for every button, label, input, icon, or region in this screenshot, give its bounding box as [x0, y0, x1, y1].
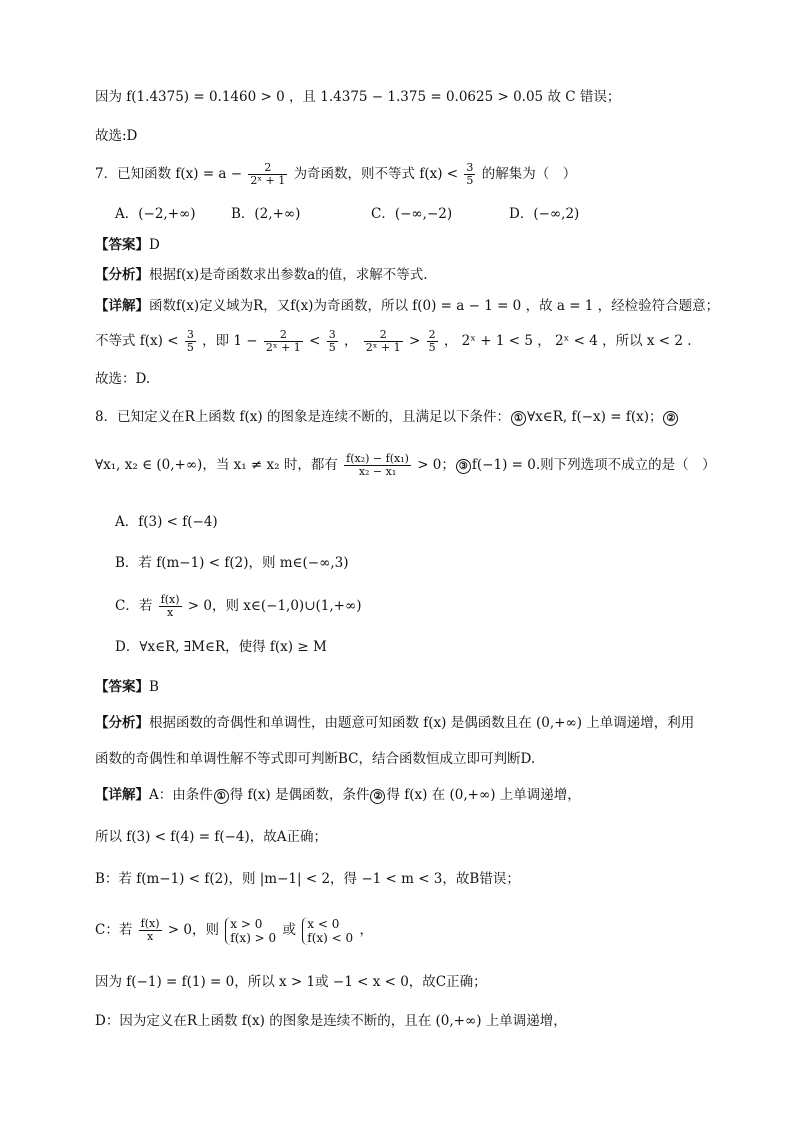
- circled-number: ②: [663, 411, 678, 426]
- prev-solution-line: [95, 88, 734, 106]
- text: > 0；: [417, 457, 455, 473]
- text: ，且: [288, 89, 316, 105]
- q8-detail-b: B：若 f(m−1) < f(2)，则 |m−1| < 2，得 −1 < m < 3，故B错误；: [95, 871, 520, 887]
- option-d: D．(−∞,2): [509, 206, 580, 222]
- fraction: [185, 329, 196, 354]
- math-expr: f(x) <: [419, 166, 459, 182]
- fraction: [264, 329, 303, 354]
- circled-number: ①: [511, 411, 526, 426]
- fraction: [364, 329, 403, 354]
- text: A：由条件: [149, 787, 213, 803]
- q8-option-a: A．f(3) < f(−4): [115, 514, 218, 530]
- math-expr: f(1.4375) = 0.1460 > 0: [126, 89, 285, 105]
- analysis-text: 根据f(x)是奇函数求出参数a的值，求解不等式.: [149, 267, 428, 283]
- q7-choose: 故选：D.: [95, 371, 151, 387]
- q7-analysis: [95, 266, 734, 284]
- text: 7．已知函数: [95, 166, 172, 182]
- math-expr: 1.4375 − 1.375 = 0.0625 > 0.05: [320, 89, 544, 105]
- circled-number: ③: [456, 459, 471, 474]
- detail-label: 【详解】: [95, 787, 149, 803]
- text: 得 f(x) 在 (0,+∞) 上单调递增，: [386, 787, 581, 803]
- denominator: 5: [328, 341, 336, 354]
- prev-choose-line: 故选:D: [95, 128, 138, 144]
- system-row: f(x) < 0: [307, 930, 354, 945]
- fraction: [139, 918, 162, 943]
- system-row: f(x) > 0: [230, 930, 277, 945]
- fraction: [159, 594, 182, 619]
- answer-value: B: [149, 679, 159, 695]
- text: 或: [282, 922, 296, 938]
- fraction: [464, 162, 475, 187]
- numerator: 2: [248, 162, 287, 175]
- answer-label: 【答案】: [95, 679, 149, 695]
- q7-answer: [95, 236, 734, 254]
- denominator: 2ˣ + 1: [365, 341, 401, 354]
- q8-detail-c2: 因为 f(−1) = f(1) = 0，所以 x > 1或 −1 < x < 0，故C正确；: [95, 974, 487, 990]
- fraction: [427, 329, 438, 354]
- system-row: x > 0: [230, 916, 263, 931]
- denominator: 5: [466, 174, 474, 187]
- system-row: x < 0: [307, 916, 340, 931]
- denominator: x: [166, 606, 174, 619]
- q8-detail-d: D：因为定义在R上函数 f(x) 的图象是连续不断的，且在 (0,+∞) 上单调递增，: [95, 1013, 567, 1029]
- denominator: 5: [428, 341, 436, 354]
- analysis-label: 【分析】: [95, 715, 149, 731]
- text: 8．已知定义在R上函数 f(x) 的图象是连续不断的，且满足以下条件：: [95, 409, 510, 425]
- q8-stem-1: [95, 408, 734, 426]
- text: > 0，则: [167, 922, 219, 938]
- denominator: 2ˣ + 1: [250, 174, 286, 187]
- numerator: 3: [186, 328, 194, 341]
- q8-analysis-1: [95, 714, 734, 732]
- circled-number: ①: [214, 789, 229, 804]
- q8-detail-c: [95, 910, 734, 950]
- denominator: x₂ − x₁: [358, 465, 397, 478]
- math-expr: f(x) = a −: [175, 166, 243, 182]
- text: ，: [359, 922, 373, 938]
- text: 故 C 错误；: [547, 89, 621, 105]
- q8-answer: [95, 678, 734, 696]
- q8-analysis-2: 函数的奇偶性和单调性解不等式即可判断BC，结合函数恒成立即可判断D.: [95, 751, 536, 767]
- equation-system: [302, 917, 353, 945]
- text: ，即 1 −: [202, 333, 258, 349]
- numerator: 3: [466, 161, 474, 174]
- text: C．若: [115, 598, 153, 614]
- fraction: [344, 453, 411, 478]
- option-b: B．(2,+∞): [231, 206, 301, 222]
- answer-label: 【答案】: [95, 237, 149, 253]
- text: ， 2ˣ + 1 < 5 ， 2ˣ < 4 ，所以 x < 2 .: [443, 333, 692, 349]
- q7-detail-1: [95, 297, 734, 315]
- numerator: 2: [364, 329, 403, 342]
- numerator: f(x): [140, 917, 160, 930]
- text: 得 f(x) 是偶函数，条件: [229, 787, 370, 803]
- equation-system: [225, 917, 276, 945]
- q8-detail-a: [95, 786, 734, 804]
- text: 的解集为（ ）: [481, 166, 577, 182]
- denominator: 5: [186, 341, 194, 354]
- text: 因为: [95, 89, 122, 105]
- option-a: A．(−2,+∞): [115, 206, 196, 222]
- q8-option-d: D．∀x∈R, ∃M∈R，使得 f(x) ≥ M: [115, 639, 327, 655]
- text: >: [408, 333, 421, 349]
- text: 不等式 f(x) <: [95, 333, 179, 349]
- fraction: [248, 162, 287, 187]
- numerator: 3: [328, 328, 336, 341]
- fraction: [327, 329, 338, 354]
- detail-label: 【详解】: [95, 298, 149, 314]
- q8-option-c: [115, 590, 734, 622]
- answer-value: D: [149, 237, 160, 253]
- text: <: [309, 333, 321, 349]
- denominator: x: [146, 930, 154, 943]
- numerator: 2: [428, 328, 436, 341]
- analysis-label: 【分析】: [95, 267, 149, 283]
- text: ∀x∈R, f(−x) = f(x)；: [526, 409, 663, 425]
- analysis-text: 根据函数的奇偶性和单调性，由题意可知函数 f(x) 是偶函数且在 (0,+∞) 上单调递增，利用: [149, 715, 695, 731]
- detail-text: 函数f(x)定义域为R，又f(x)为奇函数，所以 f(0) = a − 1 = 0 ，故 a = 1 ，经检验符合题意；: [149, 298, 720, 314]
- numerator: 2: [264, 329, 303, 342]
- numerator: f(x): [160, 593, 180, 606]
- text: > 0，则 x∈(−1,0)∪(1,+∞): [187, 598, 362, 614]
- option-c: C．(−∞,−2): [371, 206, 453, 222]
- q7-detail-2: [95, 325, 734, 357]
- numerator: f(x₂) − f(x₁): [346, 452, 409, 465]
- q7-stem: [95, 158, 734, 190]
- q8-stem-2: [95, 448, 734, 482]
- text: ，: [344, 333, 358, 349]
- q8-detail-a2: 所以 f(3) < f(4) = f(−4)，故A正确；: [95, 829, 327, 845]
- q8-option-b: B．若 f(m−1) < f(2)，则 m∈(−∞,3): [115, 555, 349, 571]
- text: 为奇函数，则不等式: [293, 166, 416, 182]
- text: ∀x₁, x₂ ∈ (0,+∞)，当 x₁ ≠ x₂ 时，都有: [95, 457, 338, 473]
- text: C：若: [95, 922, 133, 938]
- circled-number: ②: [370, 789, 385, 804]
- denominator: 2ˣ + 1: [265, 341, 301, 354]
- text: f(−1) = 0.则下列选项不成立的是（ ）: [471, 457, 716, 473]
